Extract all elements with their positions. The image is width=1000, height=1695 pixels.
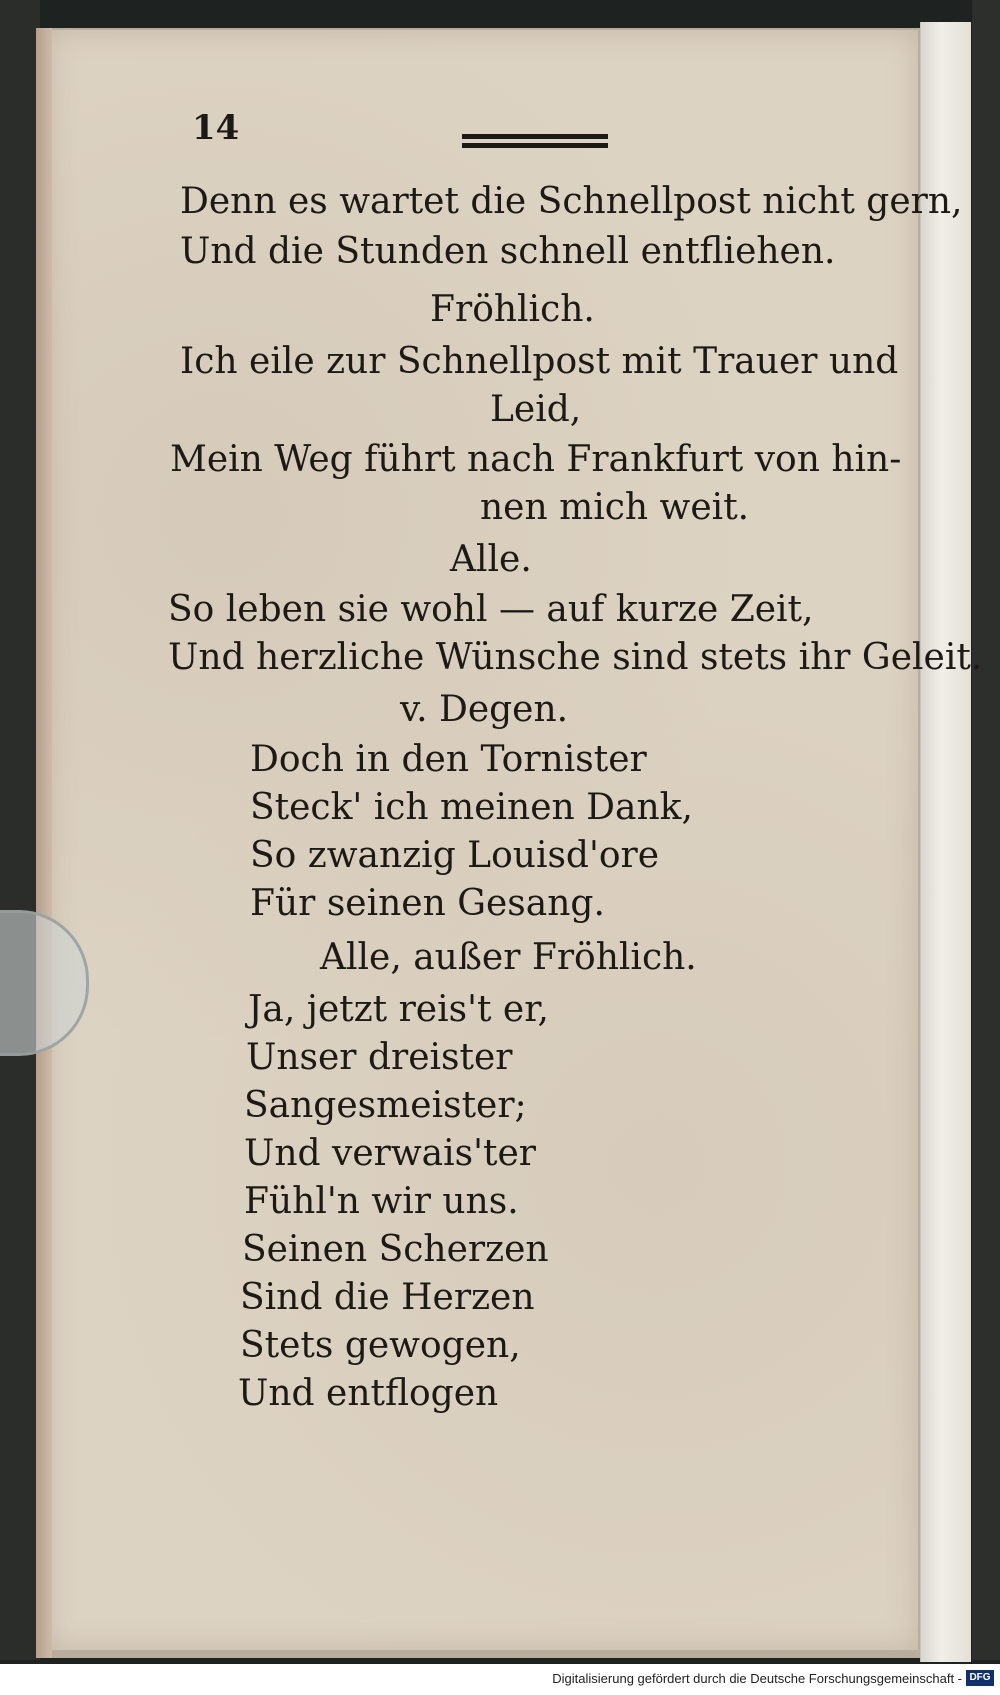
verse-line: Steck' ich meinen Dank, <box>250 787 693 828</box>
verse-line: Mein Weg führt nach Frankfurt von hin- <box>170 439 902 480</box>
verse-line: Denn es wartet die Schnellpost nicht gern, <box>180 181 963 222</box>
book-cover-left <box>0 0 40 1660</box>
verse-line: So zwanzig Louisd'ore <box>250 835 660 876</box>
verse-line: Leid, <box>490 389 582 430</box>
verse-line: Stets gewogen, <box>240 1325 521 1366</box>
header-rule-top <box>462 134 608 139</box>
book-spine-dark <box>972 0 1000 1660</box>
verse-line: Sangesmeister; <box>244 1085 527 1126</box>
book-gutter <box>920 22 971 1662</box>
digitization-footer <box>0 1664 1000 1695</box>
verse-line: Und herzliche Wünsche sind stets ihr Geleit. <box>168 637 983 678</box>
verse-line: Sind die Herzen <box>240 1277 535 1318</box>
verse-line: Und die Stunden schnell entfliehen. <box>180 231 836 272</box>
verse-line: Fühl'n wir uns. <box>244 1181 519 1222</box>
verse-line: Unser dreister <box>246 1037 513 1078</box>
page-left-edge <box>36 28 52 1658</box>
verse-line: Doch in den Tornister <box>250 739 647 780</box>
speaker-heading: Fröhlich. <box>430 289 595 330</box>
verse-line: Für seinen Gesang. <box>250 883 605 924</box>
verse-line: Und verwais'ter <box>244 1133 537 1174</box>
verse-line: Und entflogen <box>238 1373 499 1414</box>
page-number: 14 <box>192 108 240 148</box>
verse-line: nen mich weit. <box>480 487 750 528</box>
dfg-logo: DFG <box>966 1670 994 1686</box>
header-rule-bottom <box>462 143 608 148</box>
funding-credit: Digitalisierung gefördert durch die Deutsche Forschungsgemeinschaft - <box>552 1671 962 1686</box>
verse-line: So leben sie wohl — auf kurze Zeit, <box>168 589 814 630</box>
speaker-heading: Alle, außer Fröhlich. <box>320 937 697 978</box>
header-double-rule <box>462 134 608 148</box>
verse-line: Ich eile zur Schnellpost mit Trauer und <box>180 341 899 382</box>
verse-line: Seinen Scherzen <box>242 1229 549 1270</box>
speaker-heading: v. Degen. <box>400 689 569 730</box>
speaker-heading: Alle. <box>450 539 532 580</box>
verse-line: Ja, jetzt reis't er, <box>248 989 549 1030</box>
